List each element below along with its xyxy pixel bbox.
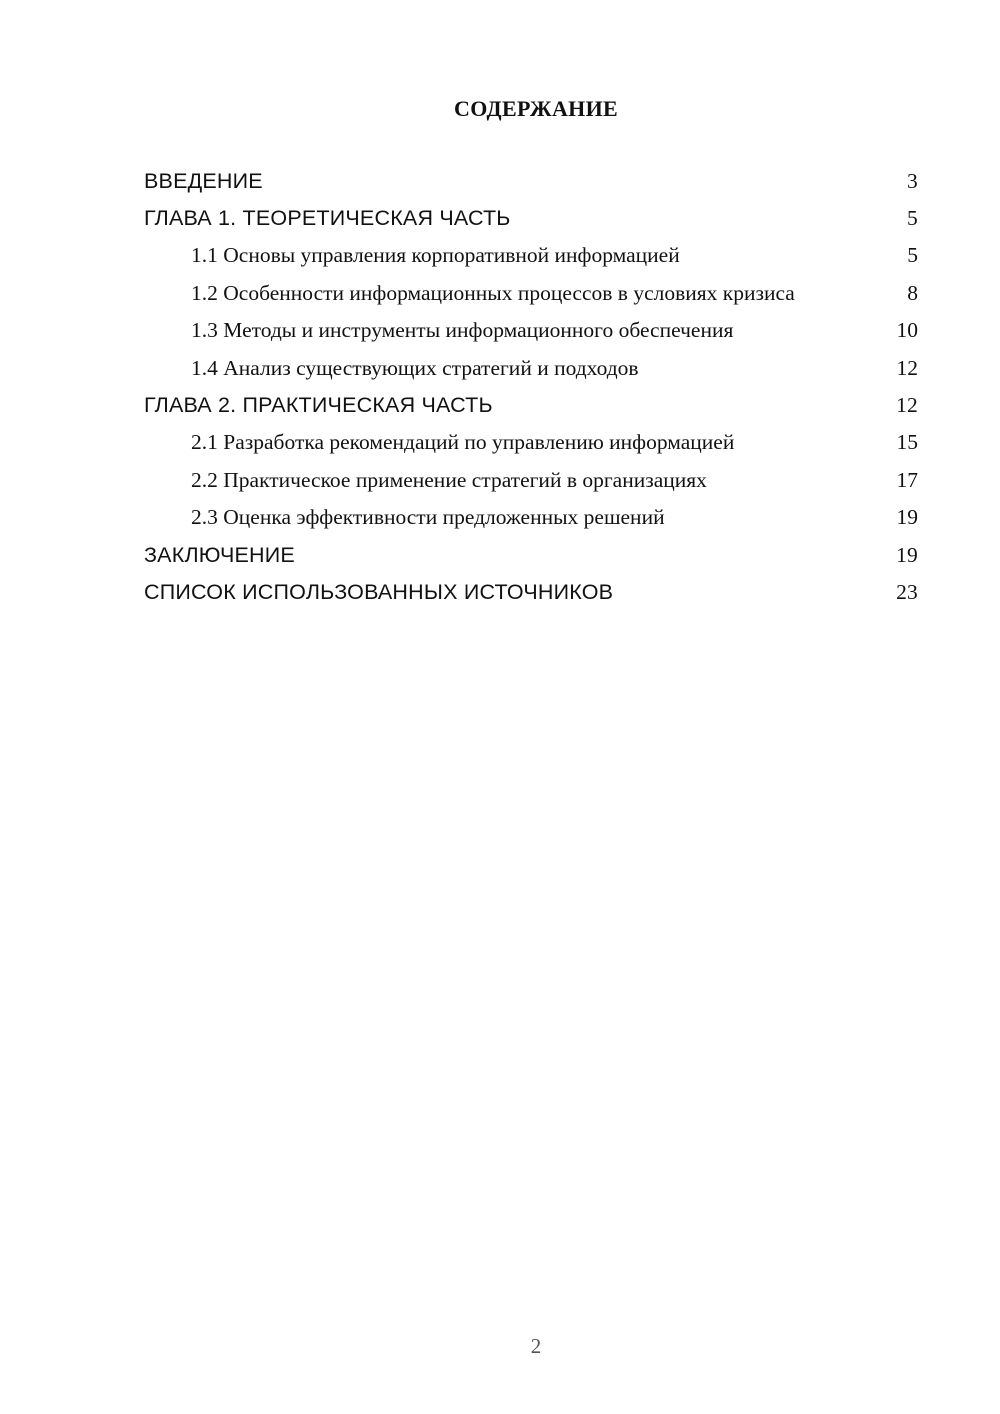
toc-entry-page: 5 bbox=[907, 206, 918, 230]
toc-entry-label: 2.3 Оценка эффективности предложенных решений bbox=[191, 505, 665, 529]
page-title: СОДЕРЖАНИЕ bbox=[454, 96, 618, 121]
toc-entry-label: 1.1 Основы управления корпоративной информацией bbox=[191, 243, 680, 267]
toc-subentry bbox=[144, 504, 918, 530]
page-number: 2 bbox=[530, 1334, 542, 1358]
toc-entry-page: 5 bbox=[907, 243, 918, 267]
toc-entry-label: 1.4 Анализ существующих стратегий и подходов bbox=[191, 355, 639, 380]
toc-entry-label: СПИСОК ИСПОЛЬЗОВАННЫХ ИСТОЧНИКОВ bbox=[144, 579, 614, 604]
toc-entry bbox=[144, 168, 918, 194]
toc-entry bbox=[144, 205, 918, 231]
toc-entry-label: ЗАКЛЮЧЕНИЕ bbox=[144, 542, 295, 567]
toc-subentry bbox=[144, 467, 918, 493]
toc-entry bbox=[144, 579, 918, 605]
toc-entry-page: 12 bbox=[896, 393, 918, 417]
toc-subentry bbox=[144, 317, 918, 343]
toc-entry-page: 19 bbox=[896, 505, 918, 529]
toc-entry-label: 2.1 Разработка рекомендаций по управлению информацией bbox=[191, 430, 735, 454]
toc-entry-label: 2.2 Практическое применение стратегий в организациях bbox=[191, 467, 707, 492]
toc-entry bbox=[144, 542, 918, 568]
toc-entry-label: 1.2 Особенности информационных процессов в условиях кризиса bbox=[191, 280, 795, 305]
toc-entry-page: 10 bbox=[896, 318, 918, 342]
toc-entry-page: 12 bbox=[896, 355, 918, 380]
toc-subentry bbox=[144, 429, 918, 455]
toc-entry-page: 19 bbox=[896, 542, 918, 567]
table-of-contents bbox=[144, 168, 918, 616]
toc-subentry bbox=[144, 242, 918, 268]
toc-subentry bbox=[144, 280, 918, 306]
toc-entry-page: 17 bbox=[896, 467, 918, 492]
toc-entry-page: 3 bbox=[907, 169, 918, 193]
toc-entry-label: ГЛАВА 2. ПРАКТИЧЕСКАЯ ЧАСТЬ bbox=[144, 393, 493, 417]
toc-entry-page: 23 bbox=[896, 579, 918, 604]
toc-entry-label: ГЛАВА 1. ТЕОРЕТИЧЕСКАЯ ЧАСТЬ bbox=[144, 206, 511, 230]
toc-entry-page: 8 bbox=[907, 280, 918, 305]
toc-entry-page: 15 bbox=[896, 430, 918, 454]
toc-entry-label: 1.3 Методы и инструменты информационного обеспечения bbox=[191, 318, 734, 342]
toc-entry-label: ВВЕДЕНИЕ bbox=[144, 169, 263, 193]
toc-subentry bbox=[144, 355, 918, 381]
toc-entry bbox=[144, 392, 918, 418]
